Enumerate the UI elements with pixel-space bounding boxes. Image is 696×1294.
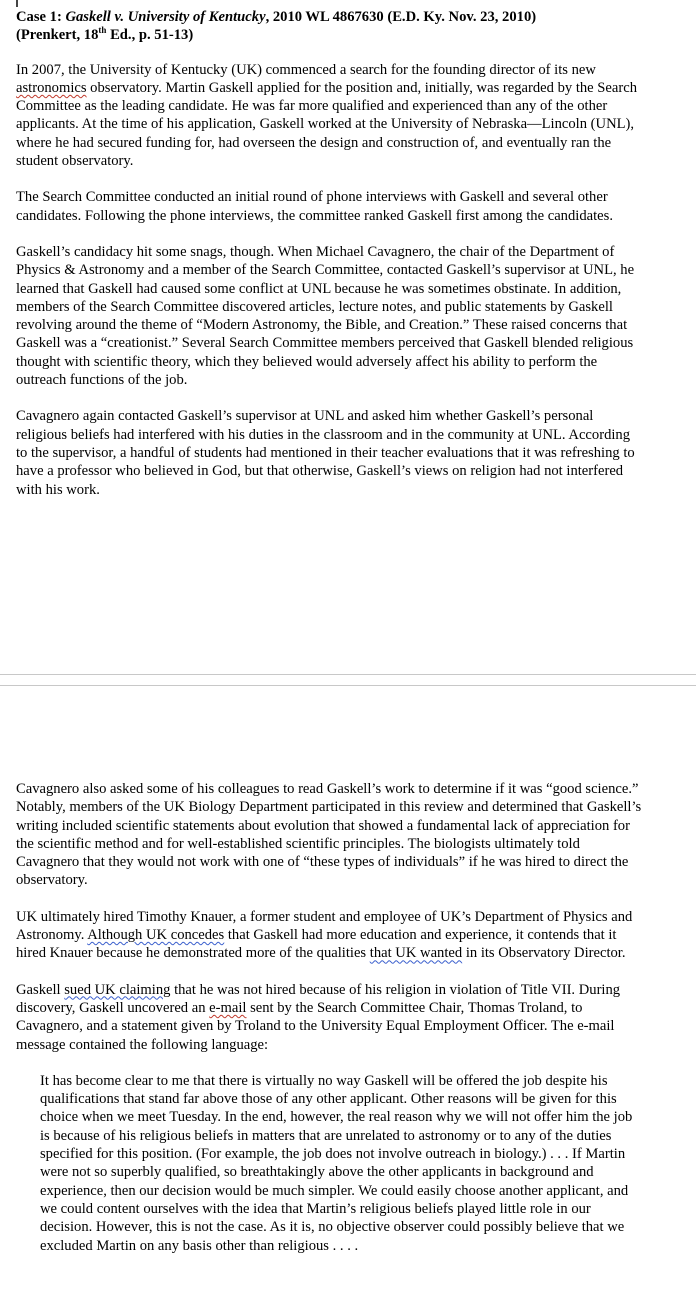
paragraph-hired-knauer [16,908,644,963]
paragraph-search-text-1: In 2007, the University of Kentucky (UK) commenced a search for the founding director of its new [16,61,596,78]
case-heading [16,8,644,45]
paragraph-supervisor: Cavagnero again contacted Gaskell’s supervisor at UNL and asked him whether Gaskell’s personal religious beliefs had interfered with his duties in the classroom and in the community at UNL. According to the supervisor, a handful of students had mentioned in their teacher evaluations that it was refreshing to have a professor who believed in God, but that otherwise, Gaskell’s views on religion had not interfered with his work. [16,408,635,498]
paragraph-snags: Gaskell’s candidacy hit some snags, though. When Michael Cavagnero, the chair of the Department of Physics & Astronomy and a member of the Search Committee, contacted Gaskell’s supervisor at UNL, he learned that Gaskell had caused some conflict at UNL because he was sometimes obstinate. In addition, members of the Search Committee discovered articles, lecture notes, and public statements by Gaskell revolving around the theme of “Modern Astronomy, the Bible, and Creation.” These raised concerns that Gaskell was a “creationist.” Several Search Committee members perceived that Gaskell blended religious thought with scientific theory, which they believed would adversely affect his ability to perform the outreach functions of the job. [16,243,635,389]
page-break [0,674,696,686]
paragraph-hired-text-3: in its Observatory Director. [462,945,626,962]
page-2-content [16,780,644,1255]
paragraph-interviews: The Search Committee conducted an initial round of phone interviews with Gaskell and several other candidates. Following the phone interviews, the committee ranked Gaskell first among the candidates. [16,189,613,224]
paragraph-hired-text-2: that Gaskell had more education and experience, it contends that it hired Knauer because he demonstrated more of the qualities [16,927,617,962]
grammar-flag-concedes[interactable]: Although UK concedes [87,927,225,944]
paragraph-good-science: Cavagnero also asked some of his colleagues to read Gaskell’s work to determine if it was “good science.” Notably, members of the UK Biology Department participated in this review and determined that Gaskell’s writing included scientific statements about evolution that showed a fundamental lack of appreciation for the scientific method and for well-established scientific principles. The biologists ultimately told Cavagnero that they would not work with one of “these types of individuals” if he was hired to direct the observatory. [16,781,642,889]
case-citation: , 2010 WL 4867630 (E.D. Ky. Nov. 23, 2010) [265,9,537,25]
paragraph-lawsuit-text-2: that he was not hired because of his religion in violation of Title VII. During discovery, Gaskell uncovered an [16,981,621,1016]
paragraph-lawsuit [16,981,644,1054]
case-name: Gaskell v. University of Kentucky [65,9,266,25]
text-cursor [16,0,18,7]
email-block-quote: It has become clear to me that there is virtually no way Gaskell will be offered the job despite his qualifications that stand far above those of any other applicant. Other reasons will be given for this choice when we meet Tuesday. In the end, however, the real reason why we will not offer him the job is because of his religious beliefs in matters that are unrelated to astronomy or to any of the duties specified for this position. (For example, the job does not involve outreach in biology.) . . . If Martin were not so superbly qualified, so breathtakingly above the other applicants in background and experience, then our decision would be much simpler. We could easily choose another applicant, and we could content ourselves with the idea that Martin’s religious beliefs played little role in our decision. However, this is not the case. As it is, no objective observer could possibly believe that we excluded Martin on any basis other than religious . . . . [40,1072,633,1254]
spelling-flag-email[interactable]: e-mail [209,999,247,1016]
source-post: Ed., p. 51-13) [106,27,194,44]
paragraph-hired-text-1: UK ultimately hired Timothy Knauer, a former student and employee of UK’s Department of Physics and Astronomy. [16,908,633,944]
source-pre: (Prenkert, 18 [16,27,99,44]
grammar-flag-sued-uk[interactable]: sued UK claiming [64,981,171,998]
spelling-flag-astronomics[interactable]: astronomics [16,79,87,96]
page-1-content [16,8,644,517]
document-page-2 [0,686,696,1294]
grammar-flag-uk-wanted[interactable]: that UK wanted [369,945,463,962]
heading-prefix: Case 1: [16,9,66,25]
paragraph-search [16,61,644,171]
paragraph-lawsuit-text-3: sent by the Search Committee Chair, Thomas Troland, to Cavagnero, and a statement given by Troland to the University Equal Employment Officer. The e-mail message contained the following language: [16,999,615,1053]
source-sup: th [98,25,107,36]
paragraph-lawsuit-text-1: Gaskell [16,981,65,998]
paragraph-search-text-2: observatory. Martin Gaskell applied for the position and, initially, was regarded by the Search Committee as the leading candidate. He was far more qualified and experienced than any of the other applicants. At the time of his application, Gaskell worked at the University of Nebraska—Lincoln (UNL), where he had secured funding for, had overseen the design and construction of, and eventually ran the student observatory. [16,79,638,170]
